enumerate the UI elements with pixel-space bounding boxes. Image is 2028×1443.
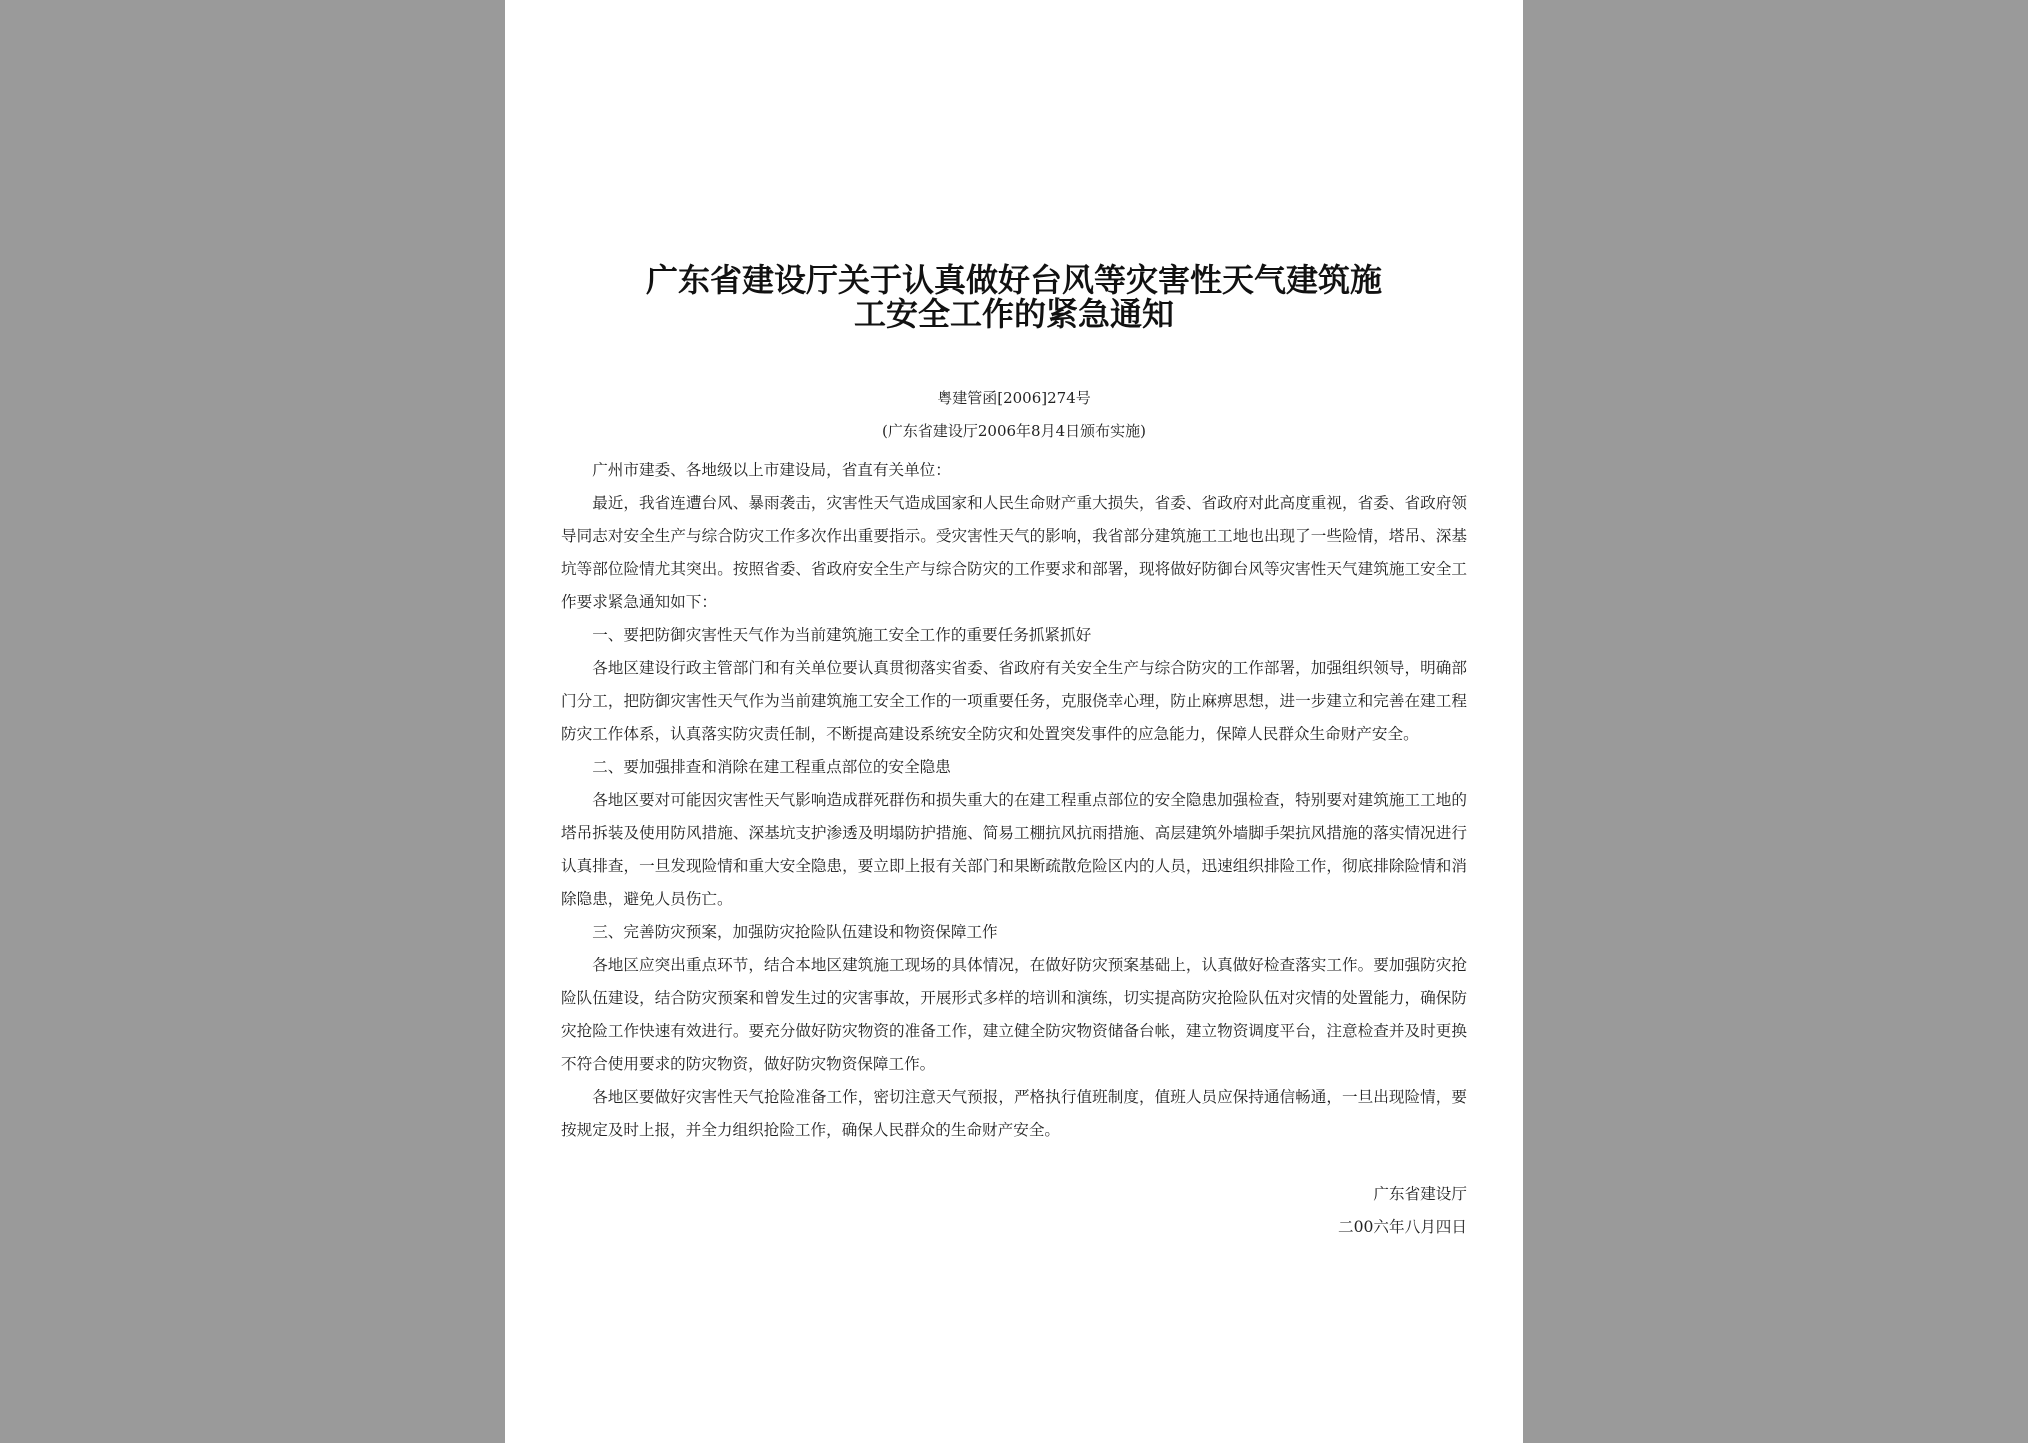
title-line-1: 广东省建设厅关于认真做好台风等灾害性天气建筑施 xyxy=(645,261,1382,299)
paragraph-section-2: 各地区要对可能因灾害性天气影响造成群死群伤和损失重大的在建工程重点部位的安全隐患加强检查，特别要对建筑施工工地的塔吊拆装及使用防风措施、深基坑支护渗透及明塌防护措施、简易工棚抗风抗雨措施、高层建筑外墙脚手架抗风措施的落实情况进行认真排查，一旦发现险情和重大安全隐患，要立即上报有关部门和果断疏散危险区内的人员，迅速组织排险工作，彻底排除险情和消除隐患，避免人员伤亡。 xyxy=(561,791,1467,908)
document-title xyxy=(555,263,1473,331)
section-heading-3: 三、完善防灾预案，加强防灾抢险队伍建设和物资保障工作 xyxy=(592,923,998,941)
section-heading-1: 一、要把防御灾害性天气作为当前建筑施工安全工作的重要任务抓紧抓好 xyxy=(592,626,1092,644)
signature-org: 广东省建设厅 xyxy=(1373,1185,1467,1203)
paragraph-section-1: 各地区建设行政主管部门和有关单位要认真贯彻落实省委、省政府有关安全生产与综合防灾的工作部署，加强组织领导，明确部门分工，把防御灾害性天气作为当前建筑施工安全工作的一项重要任务，克服侥幸心理，防止麻痹思想，进一步建立和完善在建工程防灾工作体系，认真落实防灾责任制，不断提高建设系统安全防灾和处置突发事件的应急能力，保障人民群众生命财产安全。 xyxy=(561,659,1467,743)
paragraph-section-3b: 各地区要做好灾害性天气抢险准备工作，密切注意天气预报，严格执行值班制度，值班人员应保持通信畅通，一旦出现险情，要按规定及时上报，并全力组织抢险工作，确保人民群众的生命财产安全。 xyxy=(561,1088,1467,1139)
signature-block xyxy=(1338,1178,1467,1244)
document-body xyxy=(561,454,1467,1147)
signature-date: 二00六年八月四日 xyxy=(1338,1218,1467,1236)
paragraph-section-3a: 各地区应突出重点环节，结合本地区建筑施工现场的具体情况，在做好防灾预案基础上，认真做好检查落实工作。要加强防灾抢险队伍建设，结合防灾预案和曾发生过的灾害事故，开展形式多样的培训和演练，切实提高防灾抢险队伍对灾情的处置能力，确保防灾抢险工作快速有效进行。要充分做好防灾物资的准备工作，建立健全防灾物资储备台帐，建立物资调度平台，注意检查并及时更换不符合使用要求的防灾物资，做好防灾物资保障工作。 xyxy=(561,956,1467,1073)
title-line-2: 工安全工作的紧急通知 xyxy=(853,295,1174,333)
salutation: 广州市建委、各地级以上市建设局，省直有关单位： xyxy=(592,461,951,479)
issue-note: (广东省建设厅2006年8月4日颁布实施) xyxy=(882,422,1146,440)
document-page xyxy=(505,0,1523,1443)
paragraph-intro: 最近，我省连遭台风、暴雨袭击，灾害性天气造成国家和人民生命财产重大损失，省委、省政府对此高度重视，省委、省政府领导同志对安全生产与综合防灾工作多次作出重要指示。受灾害性天气的影响，我省部分建筑施工工地也出现了一些险情，塔吊、深基坑等部位险情尤其突出。按照省委、省政府安全生产与综合防灾的工作要求和部署，现将做好防御台风等灾害性天气建筑施工安全工作要求紧急通知如下： xyxy=(561,494,1467,611)
section-heading-2: 二、要加强排查和消除在建工程重点部位的安全隐患 xyxy=(592,758,951,776)
document-number: 粤建管函[2006]274号 xyxy=(937,389,1091,407)
